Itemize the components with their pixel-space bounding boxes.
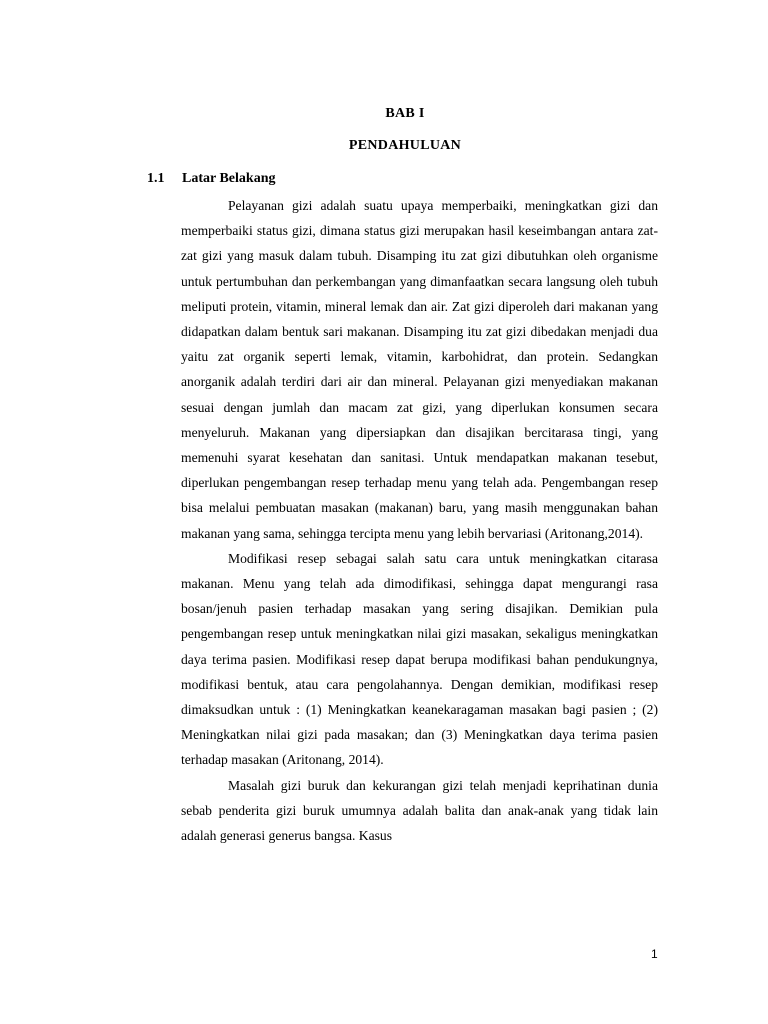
section-heading	[147, 171, 275, 187]
paragraph: Modifikasi resep sebagai salah satu cara untuk meningkatkan citarasa makanan. Menu yang telah ada dimodifikasi, sehingga dapat mengurangi rasa bosan/jenuh pasien terhadap masakan yang sering disajikan. Demikian pula pengembangan resep untuk meningkatkan nilai gizi masakan, sekaligus meningkatkan daya terima pasien. Modifikasi resep dapat berupa modifikasi bahan pendukungnya, modifikasi bentuk, atau cara pengolahannya. Dengan demikian, modifikasi resep dimaksudkan untuk : (1) Meningkatkan keanekaragaman masakan bagi pasien ; (2) Meningkatkan nilai gizi pada masakan; dan (3) Meningkatkan daya terima pasien terhadap masakan (Aritonang, 2014).	[181, 550, 658, 768]
section-title: Latar Belakang	[182, 171, 276, 186]
page-number: 1	[651, 947, 658, 961]
paragraph: Pelayanan gizi adalah suatu upaya memperbaiki, meningkatkan gizi dan memperbaiki status gizi, dimana status gizi merupakan hasil keseimbangan antara zat-zat gizi yang masuk dalam tubuh. Disamping itu zat gizi dibutuhkan oleh organisme untuk pertumbuhan dan perkembangan yang dimanfaatkan secara langsung oleh tubuh meliputi protein, vitamin, mineral lemak dan air. Zat gizi diperoleh dari makanan yang didapatkan dalam bentuk sari makanan. Disamping itu zat gizi dibedakan menjadi dua yaitu zat organik seperti lemak, vitamin, karbohidrat, dan protein. Sedangkan anorganik adalah terdiri dari air dan mineral. Pelayanan gizi menyediakan makanan sesuai dengan jumlah dan macam zat gizi, yang diperlukan konsumen secara menyeluruh. Makanan yang dipersiapkan dan disajikan bercitarasa tingi, yang memenuhi syarat kesehatan dan sanitasi. Untuk mendapatkan makanan tesebut, diperlukan pengembangan resep terhadap menu yang telah ada. Pengembangan resep bisa melalui pembuatan masakan (makanan) baru, yang masih menggunakan bahan makanan yang sama, sehingga tercipta menu yang lebih bervariasi (Aritonang,2014).	[181, 198, 658, 541]
section-number: 1.1	[147, 171, 165, 186]
paragraph: Masalah gizi buruk dan kekurangan gizi telah menjadi keprihatinan dunia sebab penderita gizi buruk umumnya adalah balita dan anak-anak yang tidak lain adalah generasi generus bangsa. Kasus	[181, 777, 658, 844]
chapter-number: BAB I	[385, 106, 425, 121]
body-text	[181, 193, 658, 848]
chapter-title: PENDAHULUAN	[348, 138, 462, 153]
